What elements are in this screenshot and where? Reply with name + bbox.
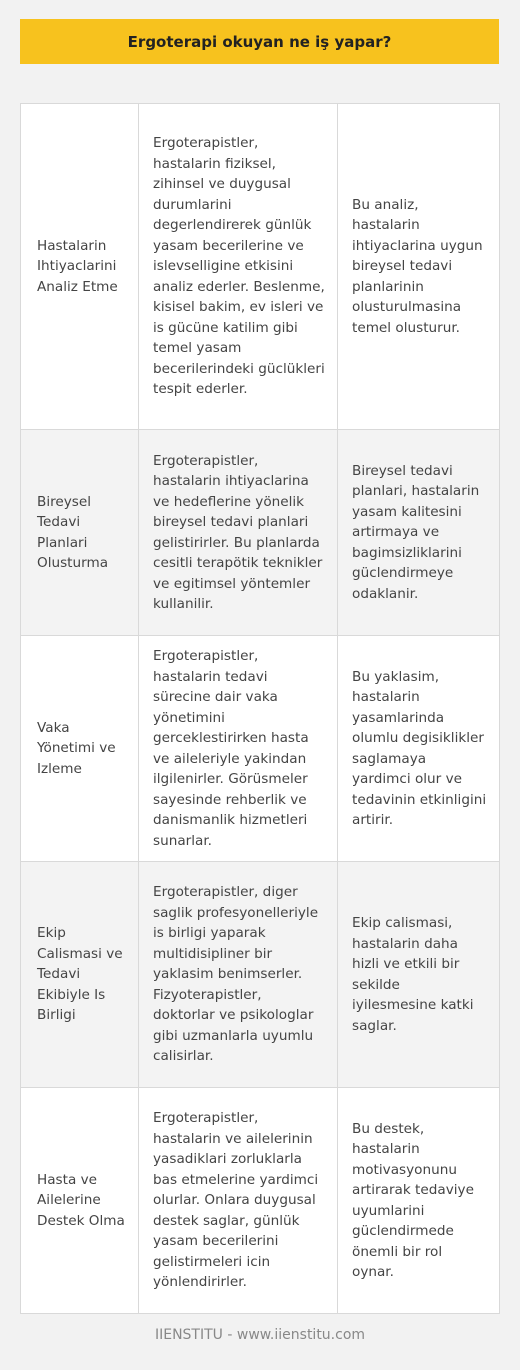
info-table [20, 103, 500, 1314]
table-row [21, 430, 500, 636]
page-title: Ergoterapi okuyan ne iş yapar? [20, 19, 499, 64]
description-cell: Ergoterapistler, hastalarin tedavi sürecine dair vaka yönetimini gerceklestirirken hasta ve aileleriyle yakindan ilgilenirler. Görüsmeler sayesinde rehberlik ve danismanlik hizmetleri sunarlar. [139, 636, 338, 861]
footer-credit: IIENSTITU - www.iienstitu.com [154, 1327, 366, 1343]
topic-cell: Bireysel Tedavi Planlari Olusturma [21, 430, 139, 635]
description-cell: Ergoterapistler, hastalarin ihtiyaclarina ve hedeflerine yönelik bireysel tedavi planlari gelistirirler. Bu planlarda cesitli terapötik teknikler ve egitimsel yöntemler kullanilir. [139, 430, 338, 635]
outcome-cell: Bu analiz, hastalarin ihtiyaclarina uygun bireysel tedavi planlarinin olusturulmasina temel olusturur. [338, 104, 500, 429]
topic-cell: Hasta ve Ailelerine Destek Olma [21, 1088, 139, 1313]
topic-cell: Vaka Yönetimi ve Izleme [21, 636, 139, 861]
outcome-cell: Bu yaklasim, hastalarin yasamlarinda olumlu degisiklikler saglamaya yardimci olur ve tedavinin etkinligini artirir. [338, 636, 500, 861]
outcome-cell: Bireysel tedavi planlari, hastalarin yasam kalitesini artirmaya ve bagimsizliklarini güclendirmeye odaklanir. [338, 430, 500, 635]
outcome-cell: Bu destek, hastalarin motivasyonunu artirarak tedaviye uyumlarini güclendirmede önemli bir rol oynar. [338, 1088, 500, 1313]
table-row [21, 636, 500, 862]
description-cell: Ergoterapistler, hastalarin fiziksel, zihinsel ve duygusal durumlarini degerlendirerek günlük yasam becerilerine ve islevselligine etkisini analiz ederler. Beslenme, kisisel bakim, ev isleri ve is gücüne katilim gibi temel yasam becerilerindeki güclükleri tespit ederler. [139, 104, 338, 429]
description-cell: Ergoterapistler, diger saglik profesyonelleriyle is birligi yaparak multidisipliner bir yaklasim benimserler. Fizyoterapistler, doktorlar ve psikologlar gibi uzmanlarla uyumlu calisirlar. [139, 862, 338, 1087]
topic-cell: Hastalarin Ihtiyaclarini Analiz Etme [21, 104, 139, 429]
table-row [21, 862, 500, 1088]
topic-cell: Ekip Calismasi ve Tedavi Ekibiyle Is Birligi [21, 862, 139, 1087]
description-cell: Ergoterapistler, hastalarin ve ailelerinin yasadiklari zorluklarla bas etmelerine yardimci olurlar. Onlara duygusal destek saglar, günlük yasam becerilerini gelistirmeleri icin yönlendirirler. [139, 1088, 338, 1313]
outcome-cell: Ekip calismasi, hastalarin daha hizli ve etkili bir sekilde iyilesmesine katki saglar. [338, 862, 500, 1087]
table-row [21, 1088, 500, 1314]
table-row [21, 104, 500, 430]
